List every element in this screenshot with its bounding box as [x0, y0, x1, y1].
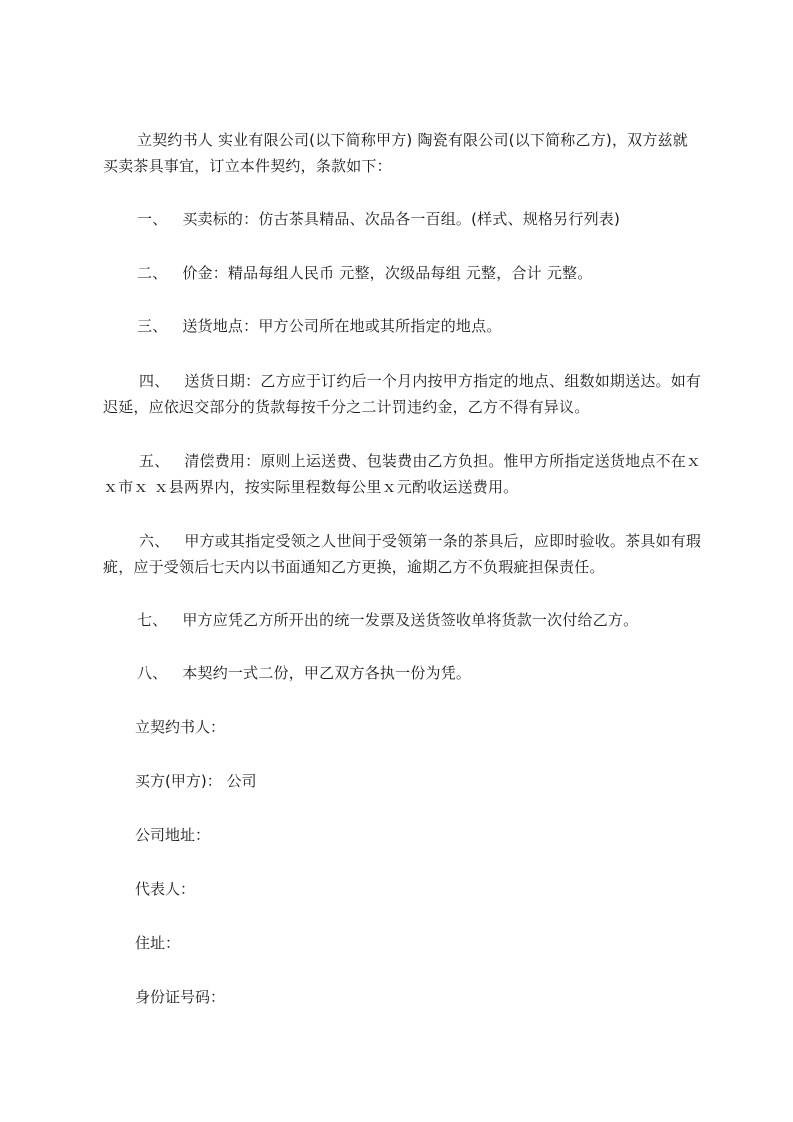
- clause-6: [103, 528, 703, 580]
- clause-8: [103, 660, 703, 686]
- clause-number: 四、: [139, 372, 170, 390]
- clause-text: 价金：精品每组人民币 元整，次级品每组 元整，合计 元整。: [182, 264, 593, 282]
- clause-text: 甲方或其指定受领之人世间于受领第一条的茶具后，应即时验收。茶具如有瑕疵，应于受领后七天内以书面通知乙方更换，逾期乙方不负瑕疵担保责任。: [103, 532, 702, 576]
- clause-1: [103, 206, 703, 232]
- clause-5: [103, 448, 703, 500]
- clause-4: [103, 368, 703, 420]
- clause-number: 八、: [137, 664, 168, 682]
- clause-text: 买卖标的：仿古茶具精品、次品各一百组。(样式、规格另行列表): [182, 210, 621, 228]
- id-number-field: 身份证号码：: [135, 988, 226, 1006]
- clause-number: 六、: [139, 532, 170, 550]
- clause-text: 清偿费用：原则上运送费、包装费由乙方负担。惟甲方所指定送货地点不在ｘ ｘ市ｘ ｘ县两界内，按实际里程数每公里ｘ元酌收运送费用。: [103, 452, 702, 496]
- signature-heading: 立契约书人：: [135, 718, 226, 736]
- clause-text: 甲方应凭乙方所开出的统一发票及送货签收单将货款一次付给乙方。: [182, 611, 639, 629]
- clause-number: 七、: [137, 611, 168, 629]
- clause-2: [103, 260, 703, 286]
- clause-3: [103, 313, 703, 339]
- intro-paragraph: 立契约书人 实业有限公司(以下简称甲方) 陶瓷有限公司(以下简称乙方)，双方兹就买卖茶具事宜，订立本件契约，条款如下：: [103, 131, 688, 175]
- representative-field: 代表人：: [135, 880, 196, 898]
- company-address-field: 公司地址：: [135, 826, 211, 844]
- buyer-field: 买方(甲方)： 公司: [135, 772, 257, 790]
- residence-field: 住址：: [135, 934, 181, 952]
- clause-number: 一、: [137, 210, 168, 228]
- clause-text: 本契约一式二份，甲乙双方各执一份为凭。: [182, 664, 472, 682]
- clause-text: 送货地点：甲方公司所在地或其所指定的地点。: [182, 317, 502, 335]
- clause-7: [103, 607, 703, 633]
- clause-number: 二、: [137, 264, 168, 282]
- clause-number: 三、: [137, 317, 168, 335]
- clause-number: 五、: [139, 452, 170, 470]
- clause-text: 送货日期：乙方应于订约后一个月内按甲方指定的地点、组数如期送达。如有迟延，应依迟交部分的货款每按千分之二计罚违约金，乙方不得有异议。: [103, 372, 702, 416]
